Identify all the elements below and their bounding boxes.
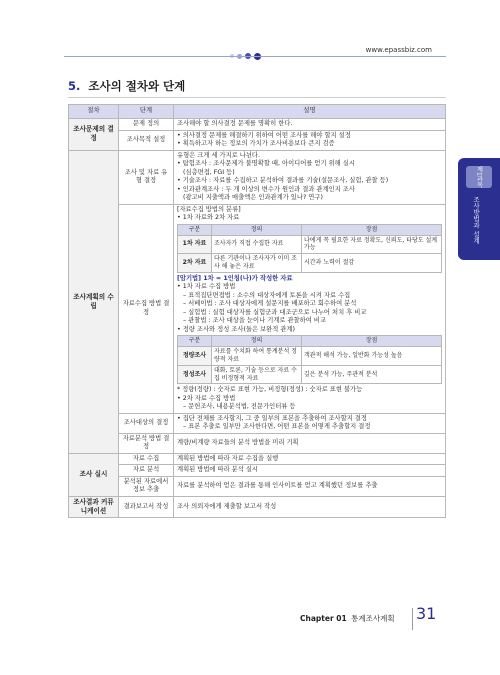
desc-cell	[174, 150, 446, 204]
sub-def-cell: 자료를 수치화 하여 통계분석 정량적 자료	[212, 347, 302, 366]
stage-cell: 조사 실시	[69, 453, 119, 496]
desc-line: – 문헌조사, 내용분석법, 전문가인터뷰 등	[183, 403, 296, 411]
step-cell: 조사대상의 결정	[119, 413, 174, 433]
table-row	[69, 476, 446, 496]
section-title	[68, 78, 185, 94]
desc-cell: 조사해야 할 의사결정 문제를 명확히 한다.	[174, 119, 446, 131]
step-cell: 자료수집 방법 결정	[119, 204, 174, 413]
table-row	[69, 465, 446, 477]
sub-col-header: 구분	[178, 224, 212, 235]
desc-line: – 표적집단면접법 : 소수의 대상자에게 토론을 시켜 자료 수집	[183, 291, 351, 299]
stage-cell: 조사문제의 결정	[69, 119, 119, 151]
sub-adv-cell: 깊은 분석 가능, 주관적 분석	[302, 365, 442, 384]
site-url: www.epassbiz.com	[365, 46, 432, 54]
desc-line: • 1차 자료와 2차 자료	[177, 214, 240, 221]
sub-table-row	[178, 365, 442, 384]
sub-col-header: 장점	[302, 224, 442, 235]
step-cell: 자료 분석	[119, 465, 174, 477]
desc-cell	[174, 130, 446, 150]
col-header: 단계	[119, 105, 174, 119]
footer-chapter	[300, 613, 395, 624]
desc-line: * 정량(정량) : 숫자로 표현 가능, 비정형(정성) : 숫자로 표현 불가능	[177, 386, 363, 394]
desc-cell	[174, 413, 446, 433]
table-row	[69, 496, 446, 517]
table-row	[69, 119, 446, 131]
header-rule	[64, 56, 446, 57]
desc-line: • 기술조사 : 자료를 수집하고 분석하여 결과를 기술(설문조사, 실험, 관찰 등)	[177, 177, 389, 184]
page-number: 31	[416, 604, 437, 623]
step-cell: 분석된 자료에서 정보 추출	[119, 476, 174, 496]
sub-col-header: 정의	[212, 336, 302, 347]
col-header: 절차	[69, 105, 119, 119]
sub-col-header: 구분	[178, 336, 212, 347]
title-rule	[68, 97, 446, 98]
sub-table-row	[178, 254, 442, 273]
sub-adv-cell: 시간과 노력이 절감	[302, 254, 442, 273]
table-row	[69, 453, 446, 465]
quant-qual-table	[177, 335, 442, 384]
desc-line: [자료수집 방법의 분류]	[177, 205, 241, 213]
primary-secondary-table	[177, 224, 442, 273]
desc-line: • 인과관계조사 : 두 개 이상의 변수가 원인과 결과 관계인지 조사	[177, 185, 355, 193]
desc-line: • 1차 자료 수집 방법	[177, 283, 236, 291]
sub-col-header: 정의	[212, 224, 302, 235]
table-row	[69, 204, 446, 413]
table-row	[69, 413, 446, 433]
desc-line: (광고비 지출액과 매출액은 인과관계가 있나? 연구)	[183, 194, 323, 201]
desc-line: • 의사결정 문제를 해결하기 위하여 어떤 조사를 해야 할지 설정	[177, 131, 351, 139]
desc-cell	[174, 204, 446, 413]
step-cell: 조사 및 자료 유형 결정	[119, 150, 174, 204]
footer-divider	[412, 608, 413, 630]
sub-def-cell: 대화, 토론, 기술 등으로 자료 수집 비정형적 자료	[212, 365, 302, 384]
desc-line: – 관찰법 : 조사 대상을 눈이나 기계로 관찰하여 비교	[183, 317, 326, 325]
sub-key-cell: 정량조사	[178, 347, 212, 366]
desc-cell: 계획된 방법에 따라 분석 실시	[174, 465, 446, 477]
sub-key-cell: 정성조사	[178, 365, 212, 384]
chapter-label: Chapter 01	[300, 614, 347, 623]
desc-cell: 자료를 분석하여 얻은 결과를 통해 인사이트를 얻고 계획했던 정보를 추출	[174, 476, 446, 496]
desc-cell: 조사 의뢰자에게 제출할 보고서 작성	[174, 496, 446, 517]
desc-cell: 계량/비계량 자료들의 분석 방법을 미리 기획	[174, 433, 446, 453]
sub-key-cell: 1차 자료	[178, 235, 212, 254]
table-row	[69, 433, 446, 453]
desc-line: • 탐험조사 : 조사문제가 불명확할 때, 아이디어를 얻기 위해 실시	[177, 160, 355, 167]
desc-line: • 집단 전체를 조사할지, 그 중 일부의 표본을 추출하여 조사할지 결정	[177, 414, 367, 422]
col-header: 설명	[174, 105, 446, 119]
desc-line: – 서베이법 : 조사 대상자에게 설문지를 배포하고 회수하여 분석	[183, 300, 357, 308]
side-tab-name: 조사방법과 설계	[472, 196, 480, 244]
desc-line: • 정량 조사와 정성 조사(둘은 보완적 관계)	[177, 325, 295, 333]
side-tab-part: 제1과목	[466, 166, 492, 188]
stage-cell: 조사결과 커뮤니케이션	[69, 496, 119, 517]
step-cell: 결과보고서 작성	[119, 496, 174, 517]
chapter-title: 통계조사계획	[351, 614, 395, 623]
desc-cell: 계획된 방법에 따라 자료 수집을 실행	[174, 453, 446, 465]
desc-line: (심층면접, FGI 등)	[183, 168, 235, 176]
stage-cell: 조사계획의 수립	[69, 150, 119, 453]
table-header-row	[69, 105, 446, 119]
sub-adv-cell: 객관적 해석 가능, 일반화 가능성 높음	[302, 347, 442, 366]
sub-adv-cell: 나에게 꼭 필요한 자료 정확도, 신뢰도, 타당도 설계 가능	[302, 235, 442, 254]
procedure-table	[68, 104, 446, 518]
table-row	[69, 130, 446, 150]
section-number: 5.	[68, 79, 81, 93]
sub-def-cell: 다른 기관이나 조사자가 이미 조사 해 놓은 자료	[212, 254, 302, 273]
step-cell: 자료 수집	[119, 453, 174, 465]
desc-line: – 표본 추출로 일부만 조사한다면, 어떤 표본을 어떻게 추출할지 결정	[183, 423, 371, 431]
step-cell: 자료분석 방법 결정	[119, 433, 174, 453]
desc-line: 유형은 크게 세 가지로 나뉜다.	[177, 151, 261, 159]
sub-table-row	[178, 347, 442, 366]
sub-def-cell: 조사자가 직접 수집한 자료	[212, 235, 302, 254]
sub-col-header: 장점	[302, 336, 442, 347]
step-cell: 문제 정의	[119, 119, 174, 131]
sub-key-cell: 2차 자료	[178, 254, 212, 273]
memorize-tip: [암기법] 1차 = 1인칭(나)가 작성한 자료	[177, 274, 293, 282]
section-title-text: 조사의 절차와 단계	[88, 79, 186, 93]
sub-table-row	[178, 235, 442, 254]
chapter-side-tab[interactable]	[458, 158, 500, 260]
desc-line: • 2차 자료 수집 방법	[177, 394, 236, 402]
desc-line: • 획득하고자 하는 정보의 가치가 조사비용보다 큰지 검증	[177, 140, 335, 147]
desc-line: – 실험법 : 실험 대상자를 실험군과 대조군으로 나누어 처치 후 비교	[183, 308, 367, 316]
step-cell: 조사목적 설정	[119, 130, 174, 150]
table-row	[69, 150, 446, 204]
